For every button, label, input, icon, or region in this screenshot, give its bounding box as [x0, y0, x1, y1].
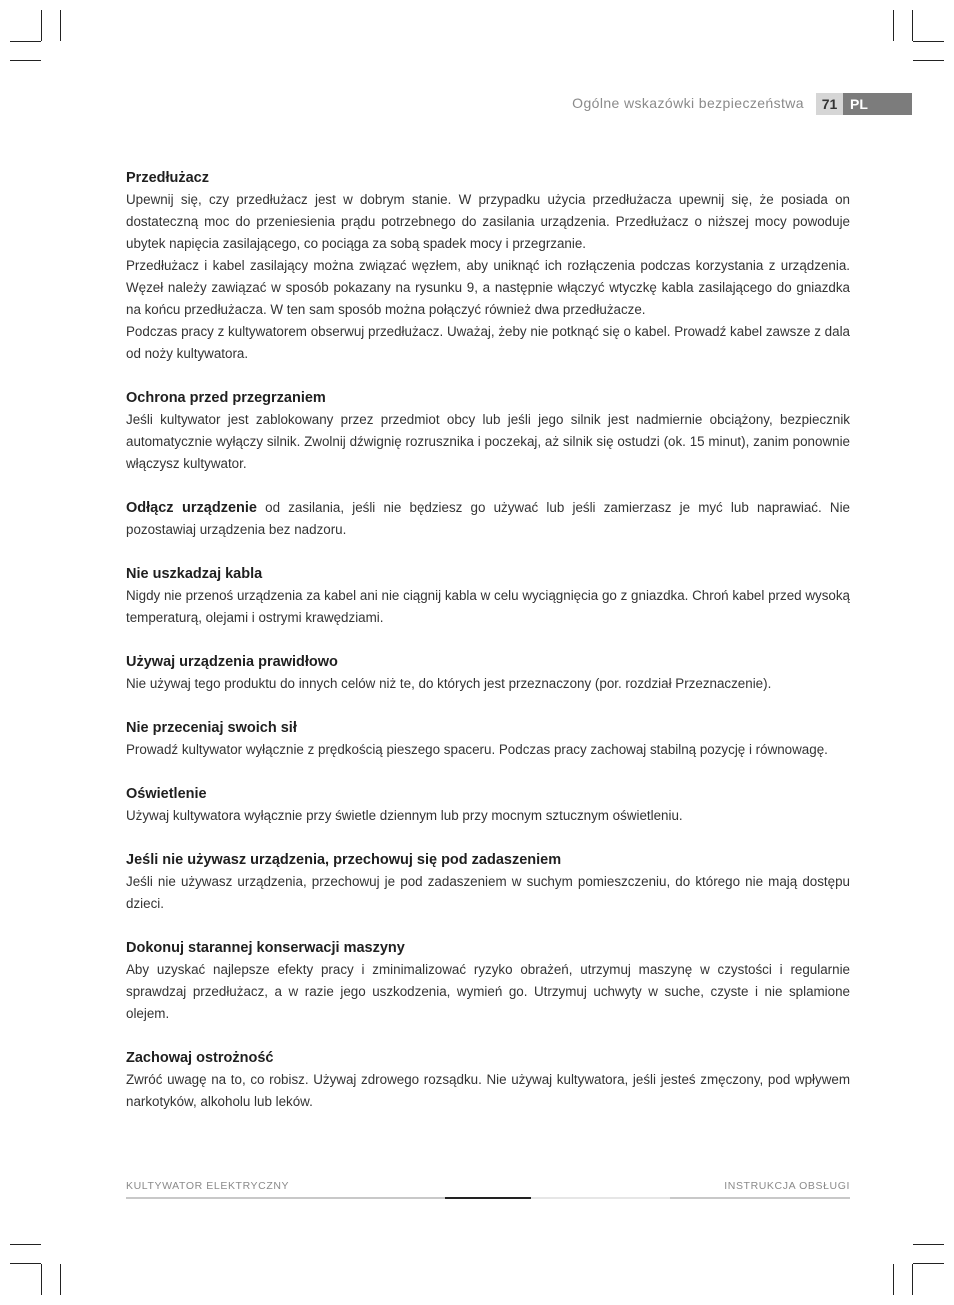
crop-mark [913, 60, 944, 61]
paragraph: Przedłużacz i kabel zasilający można związać węzłem, aby uniknąć ich rozłączenia podczas korzystania z urządzenia. Węzeł należy zawiązać w sposób pokazany na rysunku 9, a następnie włączyć wtyczkę kabla zasilającego do gniazdka na końcu przedłużacza. W ten sam sposób można połączyć również dwa przedłużacze. [126, 258, 850, 317]
crop-mark [913, 1263, 944, 1264]
section-storage [126, 849, 850, 915]
section-disconnect [126, 497, 850, 541]
paragraph: Zwróć uwagę na to, co robisz. Używaj zdrowego rozsądku. Nie używaj kultywatora, jeśli jesteś zmęczony, pod wpływem narkotyków, alkoholu lub leków. [126, 1072, 850, 1109]
paragraph: Używaj kultywatora wyłącznie przy świetle dziennym lub przy mocnym sztucznym oświetleniu. [126, 808, 683, 823]
section-heading: Nie przeceniaj swoich sił [126, 720, 297, 736]
inline-text: od zasilania, jeśli nie będziesz go używać lub jeśli zamierzasz je myć lub naprawiać. Nie pozostawiaj urządzenia bez nadzoru. [126, 500, 850, 537]
paragraph [126, 497, 850, 541]
crop-mark [10, 1263, 41, 1264]
section-heading: Używaj urządzenia prawidłowo [126, 654, 338, 670]
language-badge: PL [843, 93, 912, 115]
page-header [0, 93, 912, 115]
section-overheat-protection [126, 387, 850, 475]
page-footer [126, 1180, 850, 1200]
paragraph: Aby uzyskać najlepsze efekty pracy i zminimalizować ryzyko obrażeń, utrzymuj maszynę w czystości i regularnie sprawdzaj przedłużacz, a w razie jego uszkodzenia, wymień go. Utrzymuj uchwyty w suche, czyste i nie splamione olejem. [126, 962, 850, 1021]
header-title: Ogólne wskazówki bezpieczeństwa [572, 95, 804, 111]
section-heading: Ochrona przed przegrzaniem [126, 390, 326, 406]
crop-mark [893, 1264, 894, 1295]
crop-mark [10, 60, 41, 61]
crop-mark [10, 1244, 41, 1245]
section-extension-cord [126, 167, 850, 365]
footer-manual-label: INSTRUKCJA OBSŁUGI [724, 1180, 850, 1192]
section-cable-care [126, 563, 850, 629]
section-caution [126, 1047, 850, 1113]
paragraph: Jeśli nie używasz urządzenia, przechowuj je pod zadaszeniem w suchym pomieszczeniu, do którego nie mają dostępu dzieci. [126, 874, 850, 911]
document-body [126, 167, 850, 1135]
paragraph: Jeśli kultywator jest zablokowany przez przedmiot obcy lub jeśli jego silnik jest nadmiernie obciążony, bezpiecznik automatycznie wyłączy silnik. Zwolnij dźwignię rozrusznika i poczekaj, aż silnik się ostudzi (ok. 15 minut), zanim ponownie włączysz kultywator. [126, 412, 850, 471]
crop-mark [41, 10, 42, 41]
paragraph: Nigdy nie przenoś urządzenia za kabel ani nie ciągnij kabla w celu wyciągnięcia go z gniazdka. Chroń kabel przed wysoką temperaturą, olejami i ostrymi krawędziami. [126, 588, 850, 625]
section-heading: Dokonuj starannej konserwacji maszyny [126, 940, 405, 956]
section-heading: Przedłużacz [126, 170, 209, 186]
crop-mark [60, 10, 61, 41]
page-number: 71 [816, 93, 843, 115]
section-heading: Jeśli nie używasz urządzenia, przechowuj się pod zadaszeniem [126, 852, 562, 868]
footer-rule-accent [445, 1197, 531, 1199]
crop-mark [10, 41, 41, 42]
footer-rule-highlight [531, 1197, 670, 1199]
crop-mark [913, 41, 944, 42]
paragraph: Podczas pracy z kultywatorem obserwuj przedłużacz. Uważaj, żeby nie potknąć się o kabel. Prowadź kabel zawsze z dala od noży kultywatora. [126, 324, 850, 361]
paragraph: Nie używaj tego produktu do innych celów niż te, do których jest przeznaczony (por. rozdział Przeznaczenie). [126, 676, 772, 691]
crop-mark [41, 1264, 42, 1295]
section-lighting [126, 783, 850, 827]
section-heading: Zachowaj ostrożność [126, 1050, 274, 1066]
paragraph: Prowadź kultywator wyłącznie z prędkością pieszego spaceru. Podczas pracy zachowaj stabilną pozycję i równowagę. [126, 742, 828, 757]
crop-mark [60, 1264, 61, 1295]
section-heading: Nie uszkadzaj kabla [126, 566, 263, 582]
crop-mark [912, 1264, 913, 1295]
section-heading: Oświetlenie [126, 786, 207, 802]
inline-heading: Odłącz urządzenie [126, 500, 257, 516]
crop-mark [912, 10, 913, 41]
footer-product-name: KULTYWATOR ELEKTRYCZNY [126, 1180, 290, 1192]
crop-mark [913, 1244, 944, 1245]
crop-mark [893, 10, 894, 41]
paragraph: Upewnij się, czy przedłużacz jest w dobrym stanie. W przypadku użycia przedłużacza upewnij się, że posiada on dostateczną moc do przeniesienia prądu potrzebnego do zasilania urządzenia. Przedłużacz o niższej mocy powoduje ubytek napięcia zasilającego, co pociąga za sobą spadek mocy i przegrzanie. [126, 192, 850, 251]
section-maintenance [126, 937, 850, 1025]
section-dont-overreach [126, 717, 850, 761]
section-proper-use [126, 651, 850, 695]
